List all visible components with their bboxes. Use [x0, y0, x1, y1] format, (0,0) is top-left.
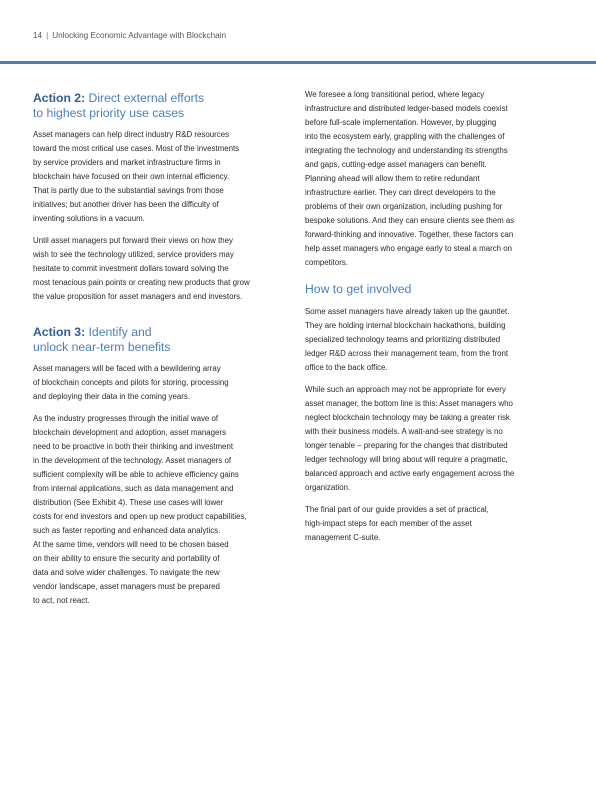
action2-heading-text: Direct external efforts to highest priority use cases — [33, 91, 205, 120]
involvement-paragraph-3: The final part of our guide provides a set of practical, high-impact steps for each member of the asset management C-suite. — [305, 505, 489, 542]
header-rule — [0, 61, 596, 64]
left-column — [33, 91, 285, 616]
running-header — [33, 31, 226, 40]
action3-paragraph-2: As the industry progresses through the initial wave of blockchain development and adoption, asset managers need to be proactive in both their thinking and investment in the development of the technology. Asset managers of sufficient complexity will be able to achieve efficiency gains from internal applications, such as data management and distribution (See Exhibit 4). These use cases will lower costs for end investors and open up new product capabilities, such as faster reporting and enhanced data analytics. At the same time, vendors will need to be chosen based on their ability to ensure the security and portability of data and solve wider challenges. To navigate the new vendor landscape, asset managers must be prepared to act, not react. — [33, 414, 247, 605]
transition-paragraph: We foresee a long transitional period, where legacy infrastructure and distributed ledger-based models coexist before full-scale implementation. However, by plugging into the ecosystem early, grappling with the challenges of integrating the technology and understanding its strengths and gaps, cutting-edge asset managers can benefit. Planning ahead will allow them to retire redundant infrastructure earlier. They can direct developers to the problems of their own organization, including pushing for bespoke solutions. And they can ensure clients see them as forward-thinking and innovative. Together, these factors can help asset managers who engage early to steal a march on competitors. — [305, 90, 515, 267]
page-number: 14 — [33, 31, 43, 40]
header-separator: | — [46, 31, 49, 40]
action2-heading-lead: Action 2: — [33, 91, 86, 105]
action3-paragraph-1: Asset managers will be faced with a bewildering array of blockchain concepts and pilots for storing, processing and deploying their data in the coming years. — [33, 364, 229, 401]
publication-title: Unlocking Economic Advantage with Blockchain — [52, 31, 227, 40]
action3-heading — [33, 325, 285, 354]
action2-heading — [33, 91, 285, 120]
involvement-paragraph-1: Some asset managers have already taken up the gauntlet. They are holding internal blockchain hackathons, building specialized technology teams and prioritizing distributed ledger R&D across their management team, from the front office to the back office. — [305, 307, 510, 372]
right-column — [305, 88, 548, 553]
action3-heading-lead: Action 3: — [33, 325, 86, 339]
action2-paragraph-2: Until asset managers put forward their views on how they wish to see the technology utilized, service providers may hesitate to commit investment dollars toward solving the most tenacious pain points or creating new products that grow the value proposition for asset managers and end investors. — [33, 236, 250, 301]
action2-paragraph-1: Asset managers can help direct industry R&D resources toward the most critical use cases. Most of the investments by service providers and market infrastructure firms in blockchain have focused on their own internal efficiency. That is partly due to the substantial savings from those initiatives; but another driver has been the difficulty of inventing solutions in a vacuum. — [33, 130, 240, 223]
how-to-get-involved-heading: How to get involved — [305, 282, 412, 296]
involvement-paragraph-2: While such an approach may not be appropriate for every asset manager, the bottom line is this: Asset managers who neglect blockchain technology may be taking a greater risk with their business models. A wait-and-see strategy is no longer tenable – preparing for the changes that distributed ledger technology will bring about will require a pragmatic, balanced approach and active early engagement across the organization. — [305, 385, 515, 492]
action3-heading-text: Identify and unlock near-term benefits — [33, 325, 171, 354]
